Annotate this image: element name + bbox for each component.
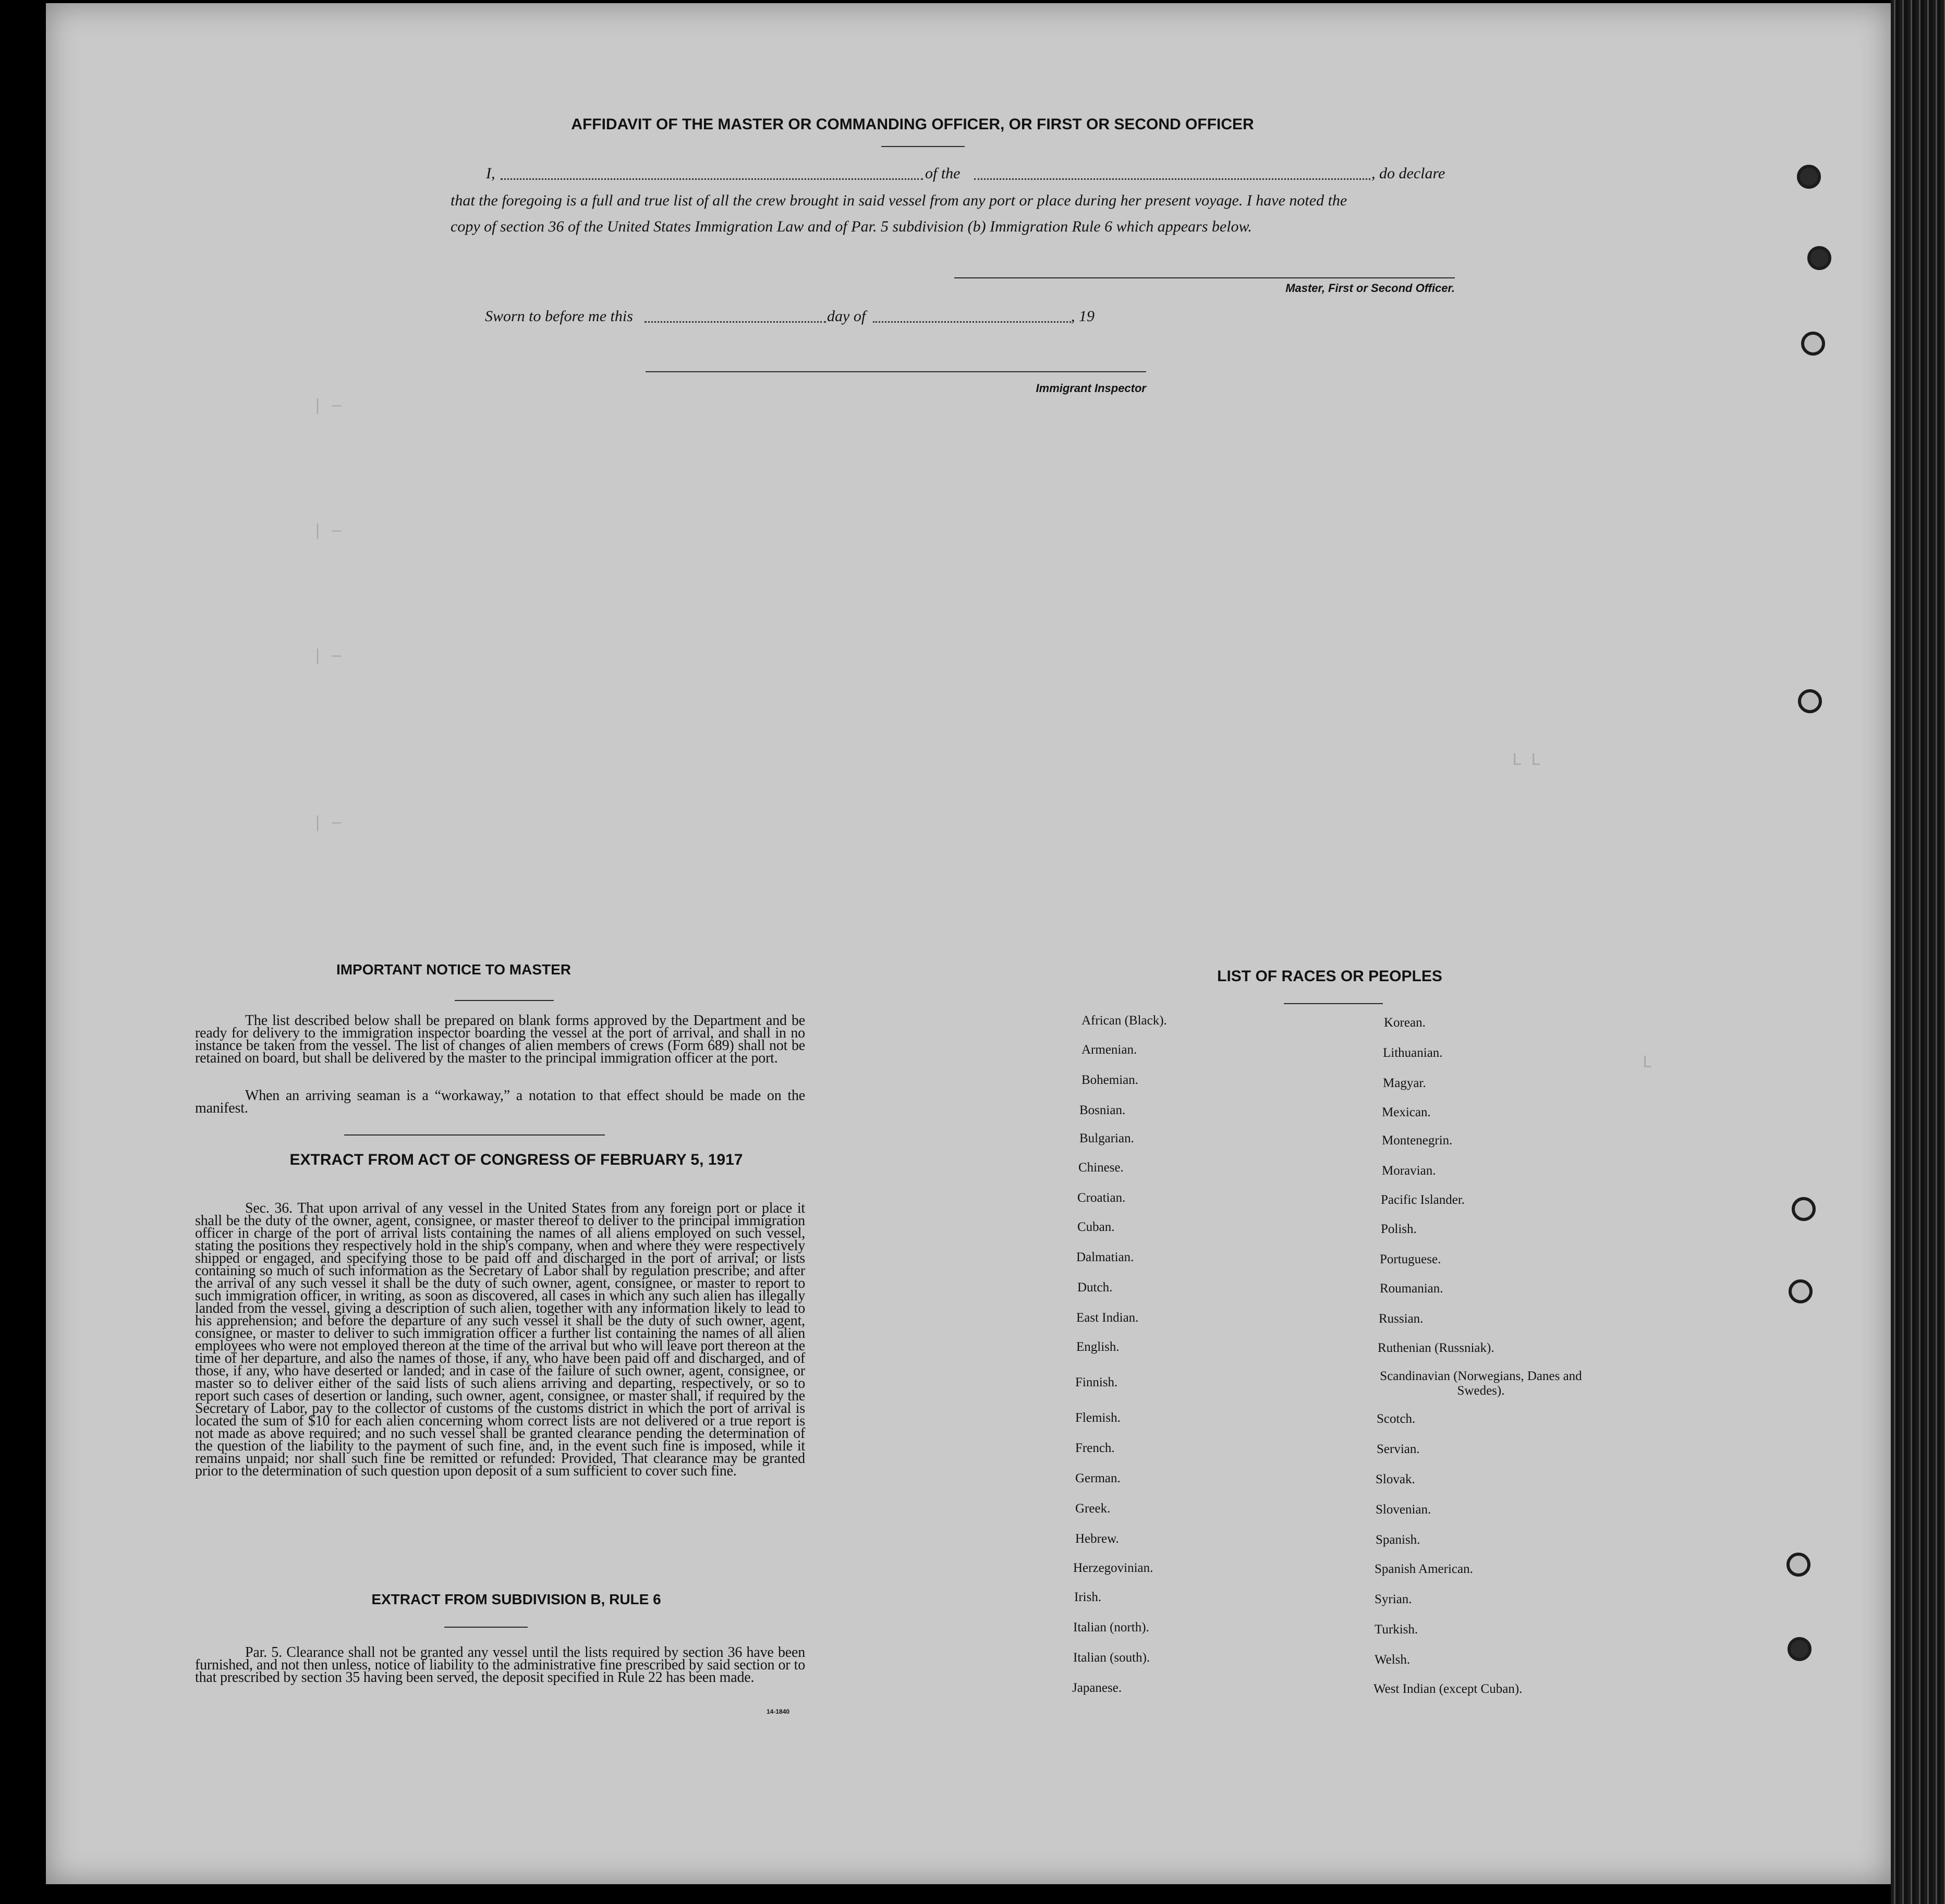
race-item: Portuguese. <box>1380 1252 1441 1266</box>
race-item: Dutch. <box>1077 1280 1113 1295</box>
race-item: Flemish. <box>1075 1411 1121 1425</box>
affidavit-line1-mid: of the <box>925 165 961 182</box>
race-item: Korean. <box>1384 1016 1426 1030</box>
affidavit-line2: that the foregoing is a full and true list of all the crew brought in said vessel from any port or place during her present voyage. I have noted the <box>451 192 1347 209</box>
rule-extract-body: Par. 5. Clearance shall not be granted any vessel until the lists required by section 36 have been furnished, and not then unless, notice of liability to the administrative fine prescribed by said section or to that prescribed by section 35 having been served, the deposit specified in Rule 22 has been made. <box>195 1644 805 1686</box>
affidavit-line1-start: I, <box>486 165 495 182</box>
race-item: Armenian. <box>1081 1043 1137 1057</box>
notice-paragraph-1: The list described below shall be prepared on blank forms approved by the Department and be ready for delivery to the immigration inspector boarding the vessel at the port of arrival, and shall in no instance be taken from the vessel. The list of changes of alien members of crews (Form 689) shall not be retained on board, but shall be delivered by the master to the principal immigration officer at the port. <box>195 1012 805 1066</box>
notice-heading: IMPORTANT NOTICE TO MASTER <box>336 961 572 978</box>
race-item: German. <box>1075 1471 1121 1485</box>
affidavit-line1-end: , do declare <box>1371 165 1445 182</box>
race-item: Russian. <box>1379 1312 1424 1326</box>
punch-hole <box>1792 1197 1816 1221</box>
race-item: French. <box>1075 1441 1115 1455</box>
race-item: Croatian. <box>1077 1191 1126 1205</box>
divider <box>1284 1003 1383 1004</box>
bleed-through-mark: L <box>1643 1053 1652 1071</box>
race-item: Bosnian. <box>1079 1103 1126 1117</box>
race-item: Turkish. <box>1375 1622 1418 1637</box>
affidavit-heading: AFFIDAVIT OF THE MASTER OR COMMANDING OFFICER, OR FIRST OR SECOND OFFICER <box>571 116 1254 133</box>
race-item: Pacific Islander. <box>1381 1193 1465 1207</box>
race-item: Italian (north). <box>1073 1620 1149 1634</box>
inspector-signature-line[interactable] <box>646 371 1146 372</box>
race-item: Moravian. <box>1382 1164 1436 1178</box>
race-item: Cuban. <box>1077 1220 1115 1234</box>
sworn-month-field[interactable] <box>873 321 1071 323</box>
race-item: Chinese. <box>1078 1161 1124 1175</box>
bleed-through-mark: L L <box>1512 751 1541 769</box>
race-item: Scandinavian (Norwegians, Danes and Swedes). <box>1380 1369 1582 1398</box>
notice-paragraph-2: When an arriving seaman is a “workaway,” a notation to that effect should be made on the manifest. <box>195 1088 805 1116</box>
bleed-through-mark: | — <box>313 813 342 832</box>
race-item: Hebrew. <box>1075 1532 1119 1546</box>
race-item: Italian (south). <box>1073 1651 1150 1665</box>
race-item: West Indian (except Cuban). <box>1373 1682 1523 1696</box>
race-item: Bohemian. <box>1081 1073 1139 1087</box>
name-field[interactable] <box>501 178 923 180</box>
race-item: Magyar. <box>1383 1076 1426 1090</box>
race-item: Japanese. <box>1072 1681 1122 1695</box>
race-item: Spanish American. <box>1375 1562 1473 1576</box>
punch-hole <box>1788 1637 1812 1661</box>
race-item: Welsh. <box>1375 1653 1411 1667</box>
punch-hole <box>1807 246 1831 270</box>
inspector-label: Immigrant Inspector <box>1036 382 1146 395</box>
races-heading: LIST OF RACES OR PEOPLES <box>1217 968 1442 985</box>
race-item: Irish. <box>1074 1590 1102 1604</box>
race-item: Montenegrin. <box>1382 1133 1453 1148</box>
race-item: Greek. <box>1075 1502 1111 1516</box>
sworn-start: Sworn to before me this <box>485 308 633 325</box>
race-item: Bulgarian. <box>1079 1131 1134 1145</box>
vessel-field[interactable] <box>974 178 1370 180</box>
sworn-end: , 19 <box>1071 308 1095 325</box>
race-item: Dalmatian. <box>1076 1250 1134 1264</box>
sworn-mid: day of <box>827 308 866 325</box>
race-item: Scotch. <box>1377 1412 1416 1426</box>
race-item: Slovenian. <box>1376 1503 1431 1517</box>
race-item: Slovak. <box>1376 1472 1415 1486</box>
race-item: Spanish. <box>1376 1533 1420 1547</box>
punch-hole <box>1797 165 1821 189</box>
punch-hole <box>1801 332 1825 356</box>
race-item: Roumanian. <box>1380 1281 1443 1296</box>
race-item: African (Black). <box>1081 1014 1167 1028</box>
race-item: Servian. <box>1377 1442 1420 1456</box>
binding-edge <box>1891 0 1945 1904</box>
punch-hole <box>1798 689 1822 713</box>
punch-hole <box>1789 1279 1813 1303</box>
divider <box>881 146 965 147</box>
act-extract-body: Sec. 36. That upon arrival of any vessel in the United States from any foreign port or place it shall be the duty of the owner, agent, consignee, or master thereof to deliver to the principal immigration officer in charge of the port of arrival lists containing the names of all aliens employed on such vessel, stating the positions they respectively hold in the ship's company, when and where they were respectively shipped or engaged, and specifying those to be paid off and discharged in the port of arrival; or lists containing so much of such information as the Secretary of Labor shall by regulation prescribe; and after the arrival of any such vessel it shall be the duty of such owner, agent, consignee, or master to report to such immigration officer, in writing, as soon as discovered, all cases in which any such alien has illegally landed from the vessel, giving a description of such alien, together with any information likely to lead to his apprehension; and before the departure of any such vessel it shall be the duty of such owner, agent, consignee, or master to deliver to such immigration officer a further list containing the names of all alien employees who were not employed thereon at the time of the arrival but who will leave port thereon at the time of her departure, and also the names of those, if any, who have been paid off and discharged, and of those, if any, who have deserted or landed; and in case of the failure of such owner, agent, consignee, or master so to deliver either of the said lists of such aliens arriving and departing, respectively, or so to report such cases of desertion or landing, such owner, agent, consignee, or master shall, if required by the Secretary of Labor, pay to the collector of customs of the customs district in which the port of arrival is located the sum of $10 for each alien concerning whom correct lists are not delivered or a true report is not made as above required; and no such vessel shall be granted clearance pending the determination of the question of the liability to the payment of such fine, and, in the event such fine is imposed, while it remains unpaid; nor shall such fine be remitted or refunded: Provided, That clearance may be granted prior to the determination of such question upon deposit of a sum sufficient to cover such fine. <box>195 1200 805 1479</box>
race-item: Ruthenian (Russniak). <box>1378 1341 1494 1355</box>
affidavit-line3: copy of section 36 of the United States Immigration Law and of Par. 5 subdivision (b) Immigration Rule 6 which appears below. <box>451 218 1252 235</box>
signature-label: Master, First or Second Officer. <box>1285 282 1455 295</box>
signature-line[interactable] <box>954 277 1455 278</box>
act-extract-heading: EXTRACT FROM ACT OF CONGRESS OF FEBRUARY 5, 1917 <box>289 1151 743 1168</box>
race-item: Polish. <box>1381 1222 1417 1236</box>
race-item: Finnish. <box>1075 1375 1118 1389</box>
race-item: Lithuanian. <box>1383 1046 1443 1060</box>
race-item: East Indian. <box>1076 1311 1139 1325</box>
race-item: Herzegovinian. <box>1073 1561 1153 1575</box>
bleed-through-mark: | — <box>313 521 342 540</box>
divider <box>344 1134 605 1136</box>
sworn-day-field[interactable] <box>645 321 826 323</box>
punch-hole <box>1786 1553 1810 1577</box>
rule-extract-heading: EXTRACT FROM SUBDIVISION B, RULE 6 <box>371 1591 661 1607</box>
divider <box>455 1000 554 1001</box>
divider <box>444 1627 528 1628</box>
race-item: Mexican. <box>1382 1105 1431 1119</box>
form-number: 14-1840 <box>767 1708 790 1715</box>
bleed-through-mark: | — <box>313 646 342 665</box>
race-item: English. <box>1076 1340 1120 1354</box>
race-item: Syrian. <box>1375 1592 1412 1606</box>
bleed-through-mark: | — <box>313 396 342 414</box>
